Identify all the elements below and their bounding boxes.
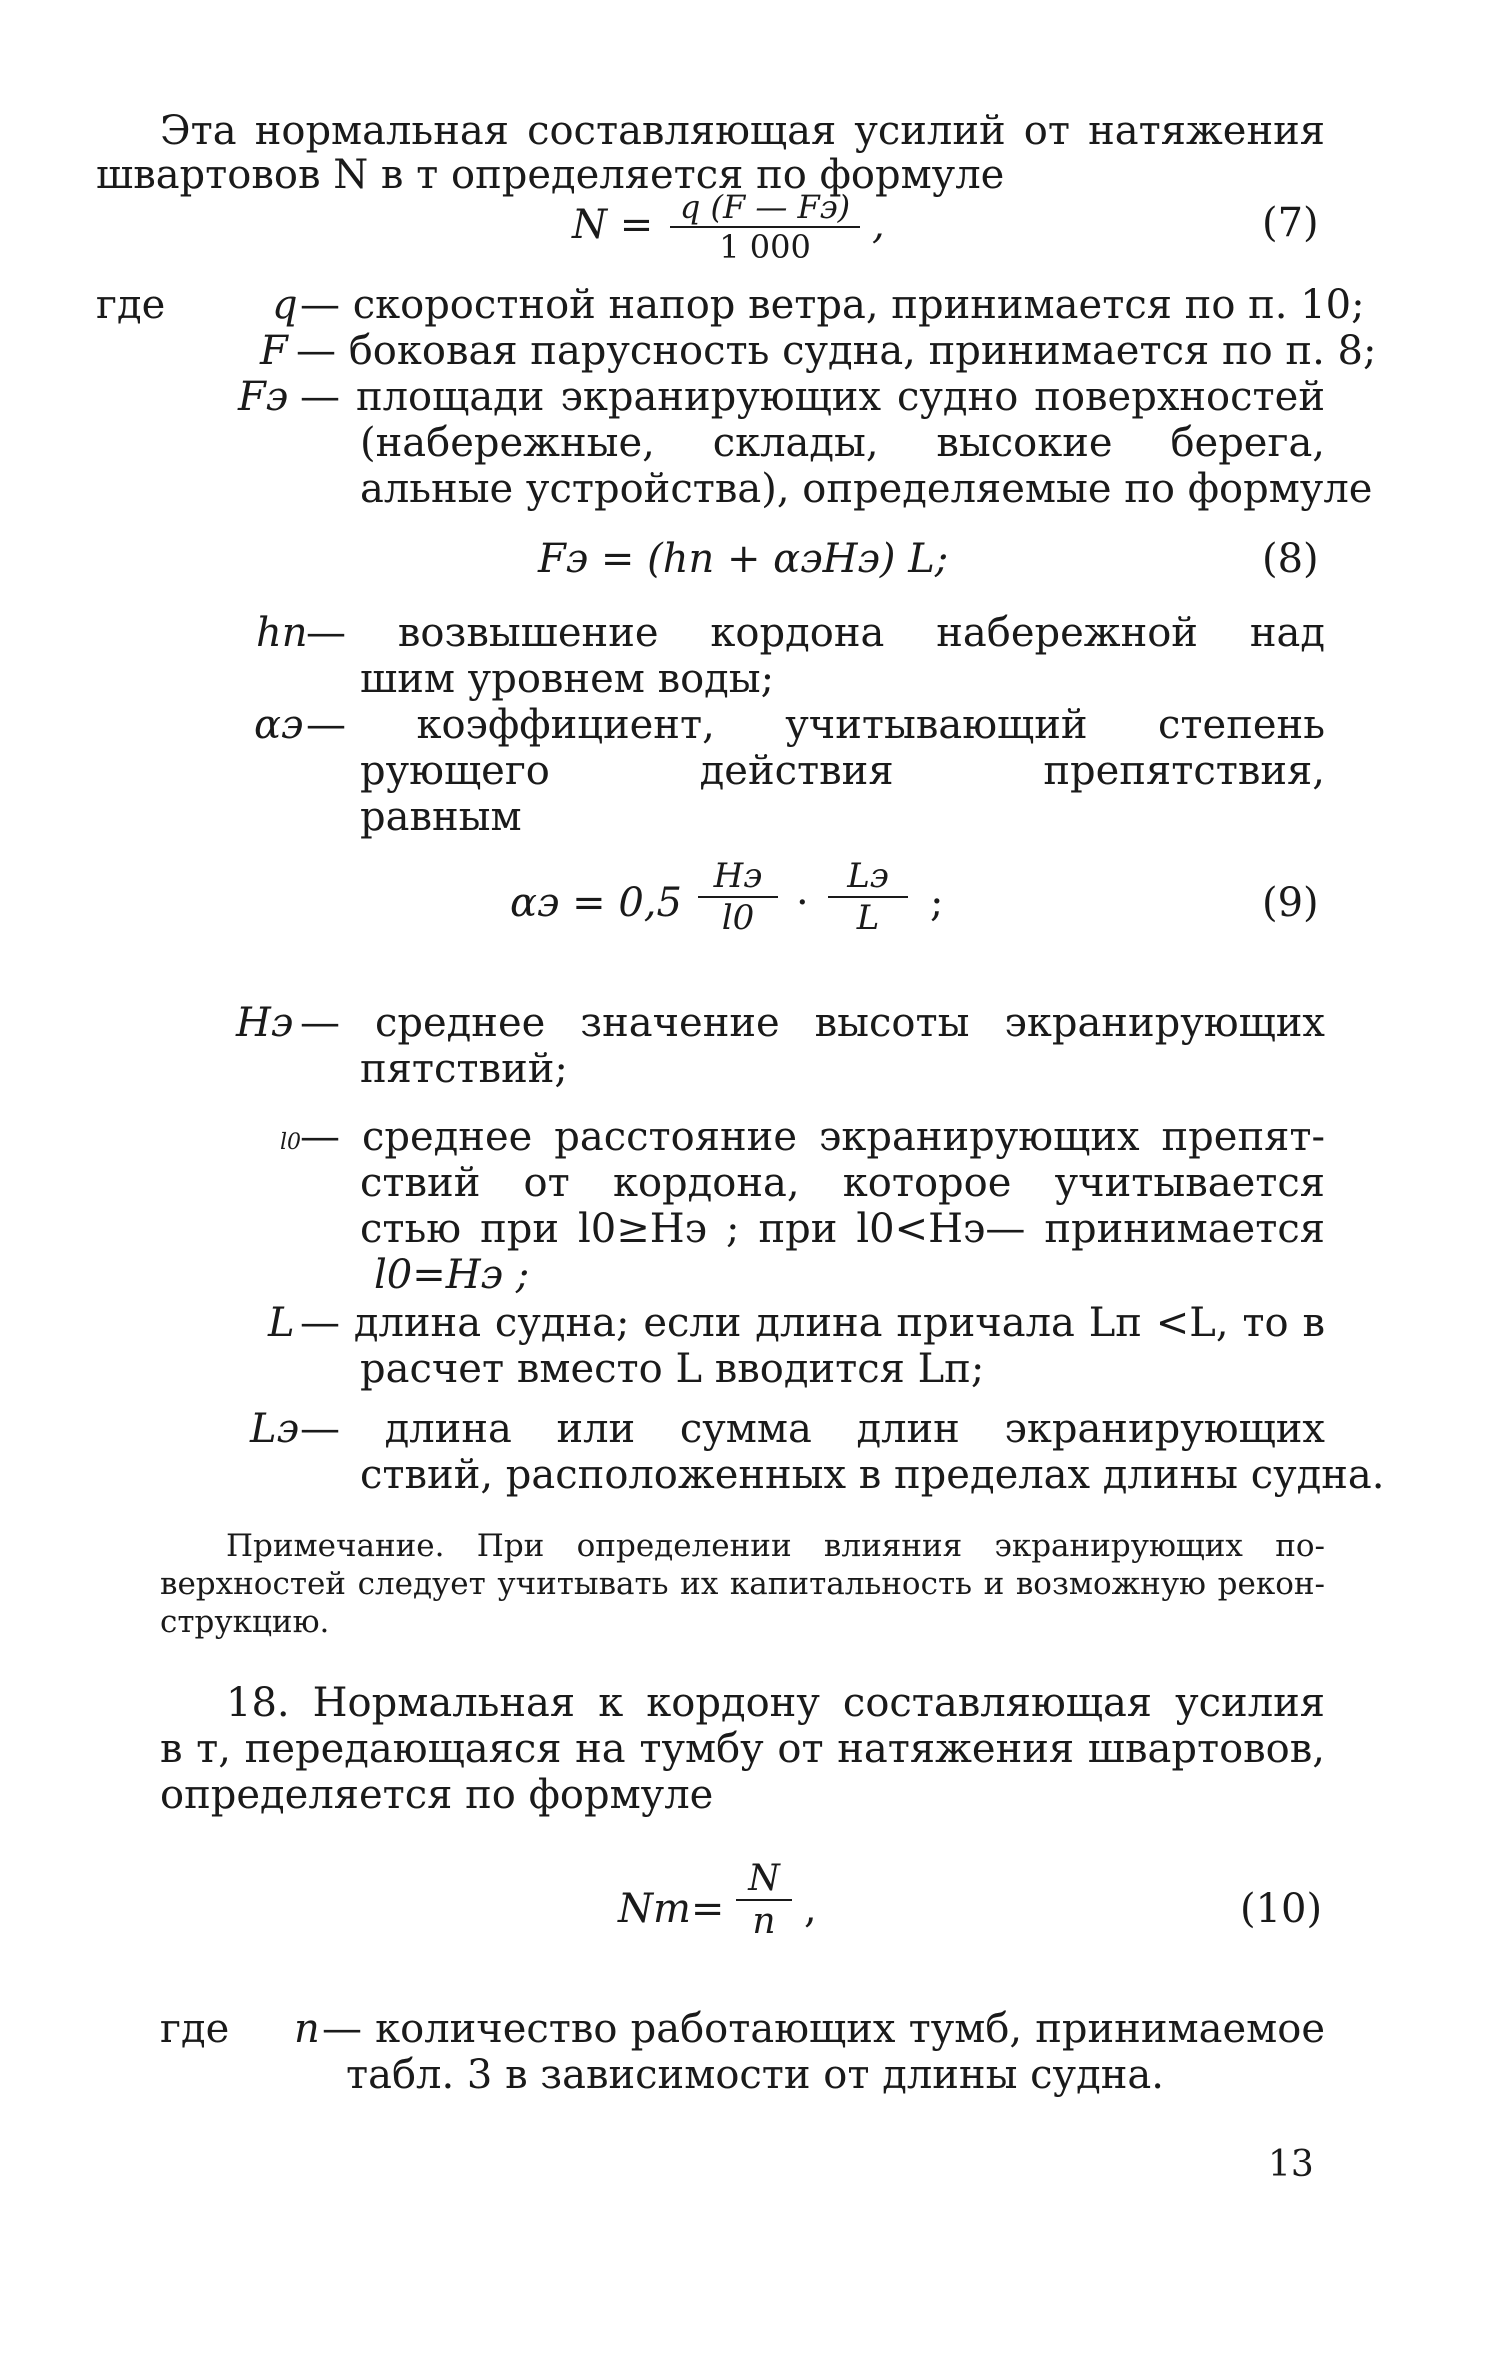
definition-Fe-line-1: — площади экранирующих судно поверхностей (300, 374, 1325, 420)
definition-alpha-e-line-2: рующего действия препятствия, (360, 748, 1325, 794)
eq9-lhs: αэ = 0,5 (510, 880, 682, 926)
note-line-3: струкцию. (160, 1604, 330, 1640)
page-number: 13 (1268, 2144, 1314, 2185)
eq7-tail: , (872, 202, 885, 248)
where-label-2: где (160, 2006, 230, 2052)
term-l0: l0 (280, 1130, 302, 1155)
definition-l0-line-1: — среднее расстояние экранирующих препят- (300, 1114, 1325, 1160)
definition-F: — боковая парусность судна, принимается по п. 8; (296, 328, 1377, 374)
eq7-denominator: 1 000 (719, 228, 811, 266)
eq9-dot: · (796, 880, 809, 926)
term-Le: Lэ (250, 1406, 299, 1452)
where-label-1: где (96, 282, 166, 328)
eq9-numerator-2: Lэ (847, 856, 889, 896)
definition-n-line-1: — количество работающих тумб, принимаемое (322, 2006, 1325, 2052)
definition-l0-line-2: ствий от кордона, которое учитывается (360, 1160, 1325, 1206)
definition-Le-line-1: — длина или сумма длин экранирующих (300, 1406, 1325, 1452)
term-F: F (260, 328, 288, 374)
eq9-numerator-1: Hэ (713, 856, 763, 896)
eq10-numerator: N (748, 1858, 780, 1899)
equation-9-number: (9) (1262, 880, 1319, 926)
eq9-fraction-2 (828, 856, 908, 938)
definition-hp-line-1: — возвышение кордона набережной над (306, 610, 1325, 656)
eq7-fraction (670, 188, 860, 266)
term-q: q (272, 282, 298, 328)
eq9-fraction-1 (698, 856, 778, 938)
definition-L-line-1: — длина судна; если длина причала Lп <L, то в (300, 1300, 1325, 1346)
equation-8: Fэ = (hп + αэHэ) L; (538, 536, 949, 582)
definition-Fe-line-2: (набережные, склады, высокие берега, (360, 420, 1325, 466)
term-He: Hэ (236, 1000, 294, 1046)
equation-8-number: (8) (1262, 536, 1319, 582)
section-18-line-1: 18. Нормальная к кордону составляющая усилия (226, 1680, 1325, 1726)
section-18-line-3: определяется по формуле (160, 1772, 714, 1818)
definition-L-line-2: расчет вместо L вводится Lп; (360, 1346, 985, 1392)
note-line-2: верхностей следует учитывать их капитальность и возможную рекон- (160, 1566, 1325, 1602)
definition-He-line-1: — среднее значение высоты экранирующих (300, 1000, 1325, 1046)
eq9-tail: ; (930, 880, 944, 926)
definition-hp-line-2: шим уровнем воды; (360, 656, 775, 702)
definition-l0-line-4: l0=Hэ ; (374, 1252, 530, 1298)
section-18-line-2: в т, передающаяся на тумбу от натяжения швартовов, (160, 1726, 1325, 1772)
eq7-numerator: q (F — Fэ) (679, 188, 851, 226)
eq10-fraction (736, 1858, 792, 1942)
definition-l0-line-3: стью при l0≥Hэ ; при l0<Hэ— принимается (360, 1206, 1325, 1252)
definition-Le-line-2: ствий, расположенных в пределах длины судна. (360, 1452, 1385, 1498)
definition-He-line-2: пятствий; (360, 1046, 568, 1092)
intro-line-2: швартовов N в т определяется по формуле (96, 152, 1005, 198)
eq9-denominator-1: l0 (721, 898, 755, 938)
definition-q: — скоростной напор ветра, принимается по п. 10; (300, 282, 1365, 328)
term-hp: hп (256, 610, 308, 656)
definition-n-line-2: табл. 3 в зависимости от длины судна. (346, 2052, 1164, 2098)
eq10-tail: , (804, 1886, 817, 1932)
term-n: n (294, 2006, 320, 2052)
definition-alpha-e-line-3: равным (360, 794, 522, 840)
definition-Fe-line-3: альные устройства), определяемые по формуле (360, 466, 1373, 512)
note-line-1: Примечание. При определении влияния экранирующих по- (226, 1528, 1325, 1564)
term-alpha-e: αэ (254, 702, 304, 748)
eq7-lhs: N = (572, 202, 654, 248)
term-Fe: Fэ (238, 374, 289, 420)
intro-line-1: Эта нормальная составляющая усилий от натяжения (160, 108, 1325, 154)
eq10-denominator: n (752, 1901, 776, 1942)
term-L: L (268, 1300, 295, 1346)
eq9-denominator-2: L (856, 898, 880, 938)
equation-7-number: (7) (1262, 200, 1319, 246)
definition-alpha-e-line-1: — коэффициент, учитывающий степень (306, 702, 1325, 748)
equation-10-number: (10) (1240, 1886, 1323, 1932)
eq10-lhs: Nm= (618, 1886, 725, 1932)
